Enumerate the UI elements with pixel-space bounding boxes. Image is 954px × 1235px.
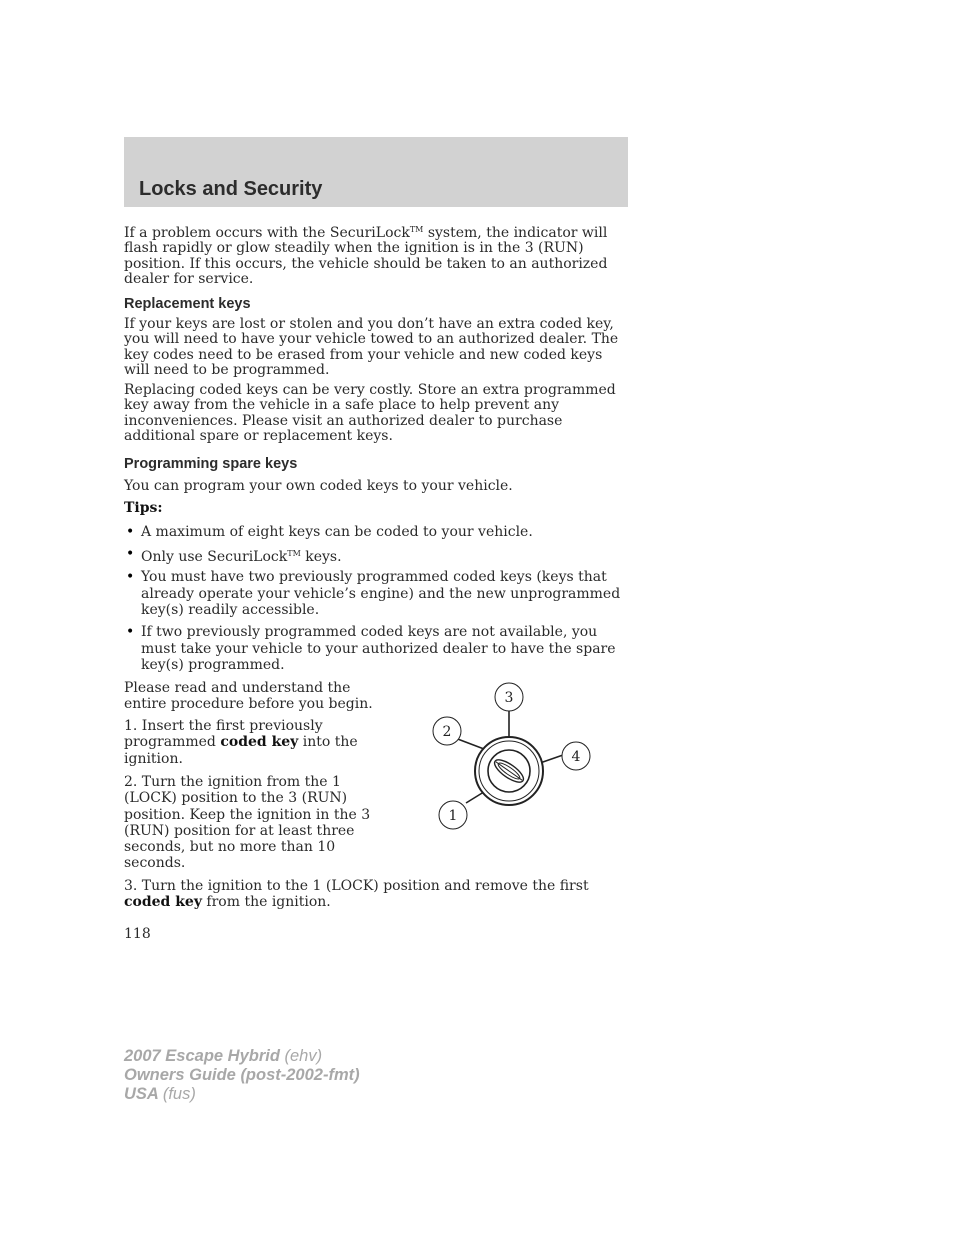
- step-3: [124, 878, 628, 911]
- tip-item: [124, 624, 628, 674]
- tips-label: Tips:: [124, 500, 163, 516]
- step-1-text-start: 1. Insert the first previously programmed: [124, 718, 323, 751]
- tip-item: [124, 569, 628, 619]
- replacement-para-2: [124, 383, 628, 444]
- leader-line-4: [540, 755, 563, 763]
- bullet-icon: •: [126, 546, 135, 562]
- bullet-icon: •: [126, 624, 135, 640]
- footer-line-3: [124, 1085, 360, 1104]
- label-1-text: 1: [448, 808, 458, 824]
- step-1-bold: coded key: [220, 734, 299, 751]
- tip-text-start: Only use SecuriLock: [141, 549, 288, 565]
- step-3-bold: coded key: [124, 894, 202, 911]
- footer-line-1: [124, 1047, 360, 1066]
- label-2-text: 2: [442, 724, 452, 740]
- label-3: [495, 683, 523, 711]
- programming-intro: You can program your own coded keys to your vehicle.: [124, 478, 513, 494]
- tip-text: A maximum of eight keys can be coded to your vehicle.: [141, 524, 533, 540]
- tip-text: If two previously programmed coded keys are not available, you must take your vehicle to your authorized dealer to have the spare key(s) programmed.: [141, 624, 616, 673]
- label-4-text: 4: [571, 749, 581, 765]
- intro-text-start: If a problem occurs with the SecuriLock: [124, 225, 410, 241]
- replacement-keys-heading: Replacement keys: [124, 296, 251, 312]
- footer-market-code: (fus): [162, 1085, 196, 1103]
- bullet-icon: •: [126, 524, 135, 540]
- section-title: Locks and Security: [139, 178, 323, 200]
- step-3-text-end: from the ignition.: [206, 894, 331, 911]
- footer-market: USA: [124, 1085, 159, 1103]
- label-3-text: 3: [504, 690, 514, 706]
- section-header-band: [124, 137, 628, 207]
- trademark-mark: TM: [409, 225, 424, 234]
- read-first-note: Please read and understand the entire procedure before you begin.: [124, 680, 373, 713]
- document-footer: [124, 1047, 360, 1104]
- tip-item: [124, 524, 628, 541]
- label-1: [439, 801, 467, 829]
- footer-line-2: Owners Guide (post-2002-fmt): [124, 1066, 360, 1084]
- leader-line-2: [455, 738, 484, 749]
- tip-text: You must have two previously programmed coded keys (keys that already operate your vehicle’s engine) and the new unprogrammed key(s) readily accessible.: [141, 569, 621, 618]
- replacement-text-2: Replacing coded keys can be very costly. Store an extra programmed key away from the vehicle in a safe place to help prevent any inconveniences. Please visit an authorized dealer to purchase additional spare or replacement keys.: [124, 382, 616, 444]
- step-2: 2. Turn the ignition from the 1 (LOCK) position to the 3 (RUN) position. Keep the ignition in the 3 (RUN) position for at least three seconds, but no more than 10 seconds.: [124, 774, 371, 872]
- step-1: [124, 718, 374, 767]
- label-4: [562, 742, 590, 770]
- step-3-text-start: 3. Turn the ignition to the 1 (LOCK) position and remove the first: [124, 878, 589, 894]
- intro-text-end: system, the indicator will flash rapidly or glow steadily when the ignition is in the 3 (RUN) position. If this occurs, the vehicle should be taken to an authorized dealer for service.: [124, 225, 608, 287]
- step-1-text-end: into the ignition.: [124, 734, 358, 767]
- intro-paragraph: [124, 222, 628, 287]
- ignition-diagram: [420, 675, 620, 835]
- replacement-text-1: If your keys are lost or stolen and you don’t have an extra coded key, you will need to have your vehicle towed to an authorized dealer. The key codes need to be erased from your vehicle and new coded keys will need to be programmed.: [124, 316, 619, 378]
- tip-text: [141, 546, 628, 566]
- bullet-icon: •: [126, 569, 135, 585]
- page-number: 118: [124, 926, 151, 942]
- label-2: [433, 717, 461, 745]
- footer-model: 2007 Escape Hybrid: [124, 1047, 280, 1065]
- footer-model-code: (ehv): [284, 1047, 323, 1065]
- replacement-para-1: [124, 317, 628, 378]
- programming-keys-heading: Programming spare keys: [124, 456, 298, 472]
- trademark-mark: TM: [287, 549, 301, 558]
- tip-item: [124, 546, 628, 566]
- tip-text-end: keys.: [305, 549, 342, 565]
